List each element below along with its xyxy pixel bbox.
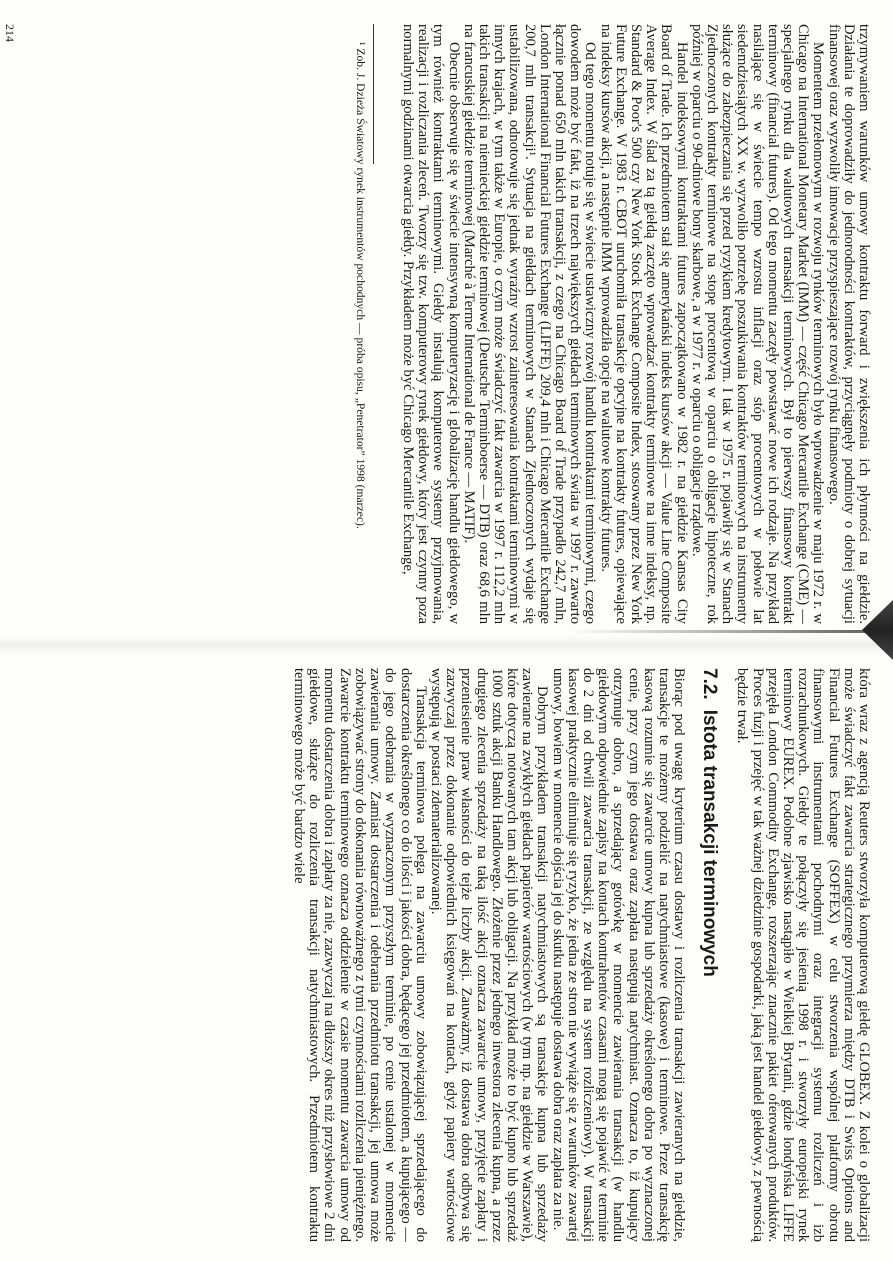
right-page-column [291, 668, 871, 1242]
right-intro-paragraph: która wraz z agencją Reuters stworzyła komputerową giełdę GLOBEX. Z kolei o globalizacji może świadczyć fakt zawarcia strategicznego przymierza między DTB i Swiss Options and Financial Futures Exchange (SOFFEX) w celu stworzenia wspólnej platformy obrotu finansowymi instrumentami pochodnymi oraz integracji systemu rozliczeń i izb rozrachunkowych. Giełdy te połączyły się jesienią 1998 r. i stworzyły europejski rynek terminowy EUREX. Podobne zjawisko nastąpiło w Wielkiej Brytanii, gdzie londyńska LIFFE przejęła London Commodity Exchange, rozszerzając znacznie pakiet oferowanych produktów. Proces fuzji i przejęć w tak ważnej dziedzinie gospodarki, jaką jest handel giełdowy, z pewnością będzie trwał. [734, 668, 872, 1242]
section-heading [698, 668, 720, 1242]
footnote: ¹ Zob. J. Dzieża Światowy rynek instrumentów pochodnych — próba opisu, „Penetrator” 1998 (marzec). [353, 42, 367, 529]
left-paragraph: Handel indeksowymi kontraktami futures zapoczątkowano w 1982 r. na giełdzie Kansas City Board of Trade. Ich przedmiotem stał się amerykański indeks kursów akcji — Value Line Composite Average Index. W ślad za tą giełdą zaczęto wprowadzać kontrakty terminowe na inne indeksy, np. Standard & Poor's 500 czy New York Stock Exchange Composite Index, stosowany przez New York Future Exchange. W 1983 r. CBOT uruchomiła transakcje opcyjne na kontrakty futures, opiewające na indeksy kursów akcji, a następnie IMM wprowadziła opcje na walutowe kontrakty futures. [597, 24, 690, 624]
left-paragraph: Obecnie obserwuje się w świecie intensywną komputeryzację i globalizację handlu giełdowego, w tym również kontraktami terminowymi. Giełdy instalują komputerowe systemy przyjmowania, realizacji i rozliczania zleceń. Tworzy się tzw. komputerowy rynek giełdowy, który jest czynny poza normalnymi godzinami otwarcia giełdy. Przykładem może być Chicago Mercantile Exchange, [399, 24, 462, 624]
right-paragraph: Biorąc pod uwagę kryterium czasu dostawy i rozliczenia transakcji zawieranych na giełdzie, transakcje te możemy podzielić na natychmiastowe (kasowe) i terminowe. Przez transakcję kasową rozumie się zawarcie umowy kupna lub sprzedaży określonego dobra po wyznaczonej cenie, przy czym jego dostawa oraz zapłata następują natychmiast. Oznacza to, iż kupujący otrzymuje dobro, a sprzedający gotówkę w momencie zawierania transakcji (w handlu giełdowym odpowiednie zapisy na kontach kontrahentów czasami mogą się pojawić w terminie do 2 dni od chwili zawarcia transakcji, ze względu na system rozliczeniowy). W transakcji kasowej praktycznie eliminuje się ryzyko, że jedna ze stron nie wywiąże się z warunków zawartej umowy, bowiem w momencie dojścia jej do skutku następuje dostawa dobra oraz zapłata za nie. [549, 668, 688, 1242]
footnote-rule [373, 24, 374, 164]
book-gutter [0, 636, 893, 654]
binding-shadow-line [570, 630, 870, 633]
section-heading-number: 7.2. [699, 668, 721, 700]
left-paragraph: trzymywaniem warunków umowy kontraktu forward i zwiększenia ich płynności na giełdzie. Działania te doprowadziły do jednorodności kontraktów, przyciągnęły podmioty o dobrej sytuacji finansowej oraz wyzwoliły innowacje przyspieszające rozwój rynku finansowego. [825, 24, 872, 624]
left-paragraph: Momentem przełomowym w rozwoju rynków terminowych było wprowadzenie w maju 1972 r. w Chicago na International Monetary Market (IMM) — część Chicago Mercantile Exchange (CME) — specjalnego rynku dla walutowych transakcji terminowych. Był to pierwszy finansowy kontrakt terminowy (financial futures). Od tego momentu zaczęły powstawać nowe ich rodzaje. Na przykład nasilające się w świecie tempo wzrostu inflacji oraz stóp procentowych w połowie lat siedemdziesiątych XX w. wyzwoliło potrzebę poszukiwania kontraktów terminowych na instrumenty służące do zabezpieczania się przed ryzykiem kredytowym. I tak w 1975 r. pojawiły się w Stanach Zjednoczonych kontrakty terminowe na stopę procentową w oparciu o obligacje hipoteczne, rok później w oparciu o 90-dniowe bony skarbowe, a w 1977 r. w oparciu o obligacje rządowe. [688, 24, 827, 624]
left-page-column [353, 24, 871, 624]
section-heading-title: Istota transakcji terminowych [699, 709, 721, 977]
right-paragraph: Transakcja terminowa polega na zawarciu umowy zobowiązującej sprzedającego do dostarczenia określonego co do ilości i jakości dobra, będącego jej przedmiotem, a kupującego — do jego odebrania w wyznaczonym przyszłym terminie, po cenie ustalonej w momencie zawierania umowy. Zamiast dostarczenia i odebrania przedmiotu transakcji, jej umowa może zobowiązywać strony do dokonania równoważnego z tymi czynnościami rozliczenia pieniężnego. Zawarcie kontraktu terminowego oznacza oddzielenie w czasie momentu zawarcia umowy od momentu dostarczenia dobra i zapłaty za nie, zazwyczaj na dłuższy okres niż przysłowiowe 2 dni giełdowe, służące do rozliczenia transakcji natychmiastowych. Przedmiotem kontraktu terminowego może być bardzo wiele [291, 668, 429, 1242]
left-paragraph: Od tego momentu notuje się w świecie ustawiczny rozwój handlu kontraktami terminowymi, czego dowodem może być fakt, iż na trzech największych giełdach terminowych świata w 1997 r. zawarto łącznie ponad 650 mln takich transakcji, z czego na Chicago Board of Trade przypadło 242,7 mln, London International Financial Futures Exchange (LIFFE) 209,4 mln i Chicago Mercantile Exchange 200,7 mln transakcji¹. Sytuacja na giełdach terminowych w Stanach Zjednoczonych wydaje się ustabilizowana, odnotowuje się jednak wyraźny wzrost zainteresowania kontraktami terminowymi w innych krajach, w tym także w Europie, o czym może świadczyć fakt zawarcia w 1997 r. 112,2 mln takich transakcji na niemieckiej giełdzie terminowej (Deutsche Terminboerse — DTB) oraz 68,6 mln na francuskiej giełdzie terminowej (Marché à Terme International de France — MATIF). [460, 24, 599, 624]
page-number: 214 [3, 24, 17, 42]
right-paragraph: Dobrym przykładem transakcji natychmiastowych są transakcje kupna lub sprzedaży zawierane na zwykłych giełdach papierów wartościowych (w tym np. na giełdzie w Warszawie), które dotyczą notowanych tam akcji lub obligacji. Na przykład może to być kupno lub sprzedaż 1000 sztuk akcji Banku Handlowego. Złożenie przez jednego inwestora zlecenia kupna, a przez drugiego zlecenia sprzedaży na taką ilość akcji oznacza zawarcie umowy, przyjęcie zapłaty i przeniesienie praw własności do tejże liczby akcji. Zauważmy, iż dostawa dobra odbywa się zazwyczaj przez dokonanie odpowiednich księgowań na kontach, gdyż papiery wartościowe występują w postaci zdematerializowanej. [427, 668, 551, 1242]
